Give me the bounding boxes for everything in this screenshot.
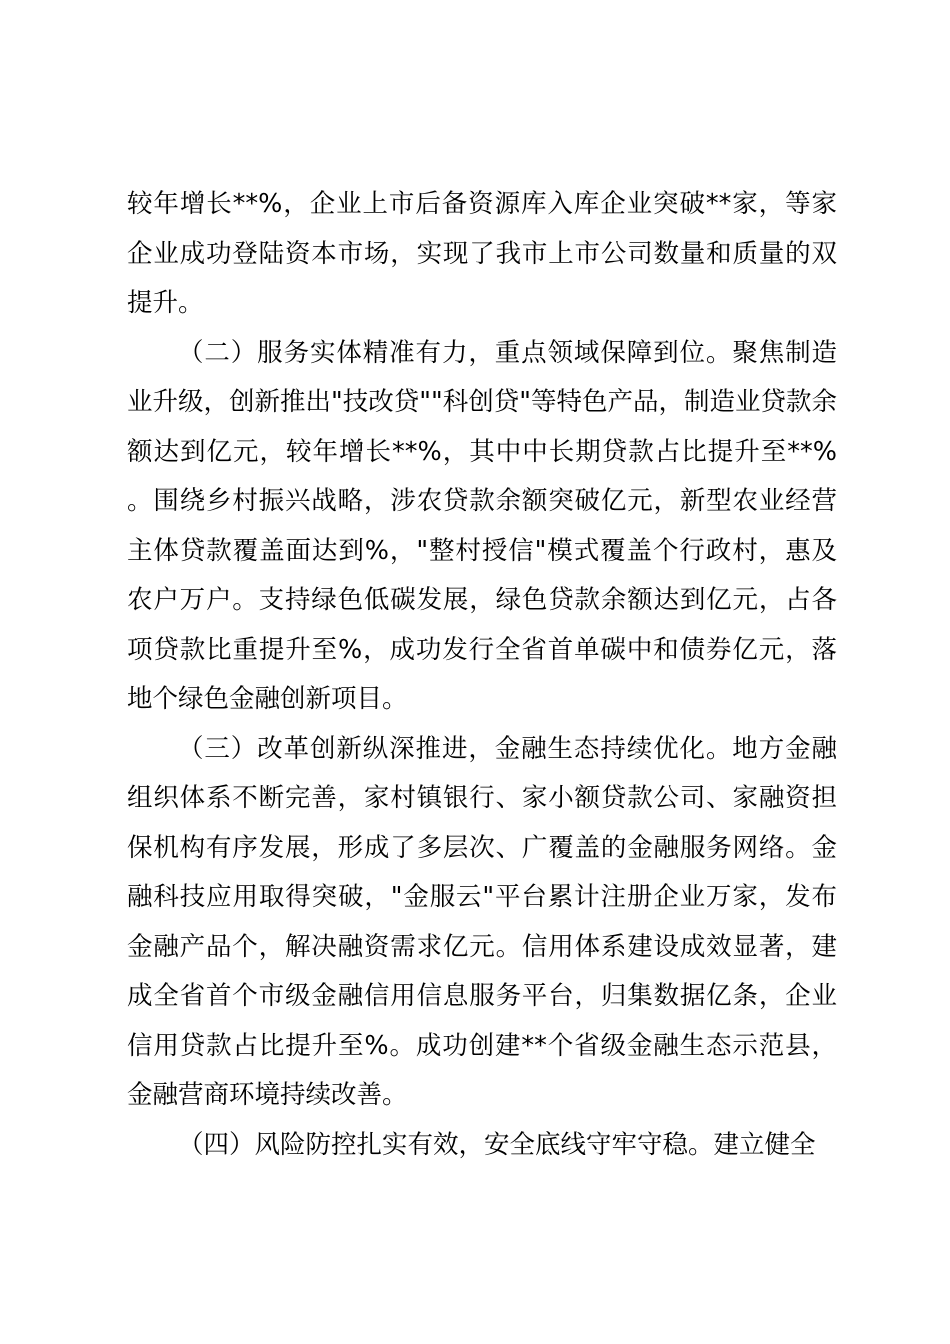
paragraph-section-4: （四）风险防控扎实有效，安全底线守牢守稳。建立健全 xyxy=(178,1129,816,1160)
paragraph-section-3: （三）改革创新纵深推进，金融生态持续优化。地方金融组织体系不断完善，家村镇银行、家小额贷款公司、家融资担保机构有序发展，形成了多层次、广覆盖的金融服务网络。金融科技应用取得突破，"金服云"平台累计注册企业万家，发布金融产品个，解决融资需求亿元。信用体系建设成效显著，建成全省首个市级金融信用信息服务平台，归集数据亿条，企业信用贷款占比提升至%。成功创建**个省级金融生态示范县，金融营商环境持续改善。 xyxy=(127,733,837,1110)
paragraph-continuation: 较年增长**%，企业上市后备资源库入库企业突破**家，等家企业成功登陆资本市场，实现了我市上市公司数量和质量的双提升。 xyxy=(127,189,837,318)
document-body xyxy=(127,180,837,1170)
paragraph-section-2: （二）服务实体精准有力，重点领域保障到位。聚焦制造业升级，创新推出"技改贷""科创贷"等特色产品，制造业贷款余额达到亿元，较年增长**%，其中中长期贷款占比提升至**%。围绕乡村振兴战略，涉农贷款余额突破亿元，新型农业经营主体贷款覆盖面达到%，"整村授信"模式覆盖个行政村，惠及农户万户。支持绿色低碳发展，绿色贷款余额达到亿元，占各项贷款比重提升至%，成功发行全省首单碳中和债券亿元，落地个绿色金融创新项目。 xyxy=(127,337,837,714)
